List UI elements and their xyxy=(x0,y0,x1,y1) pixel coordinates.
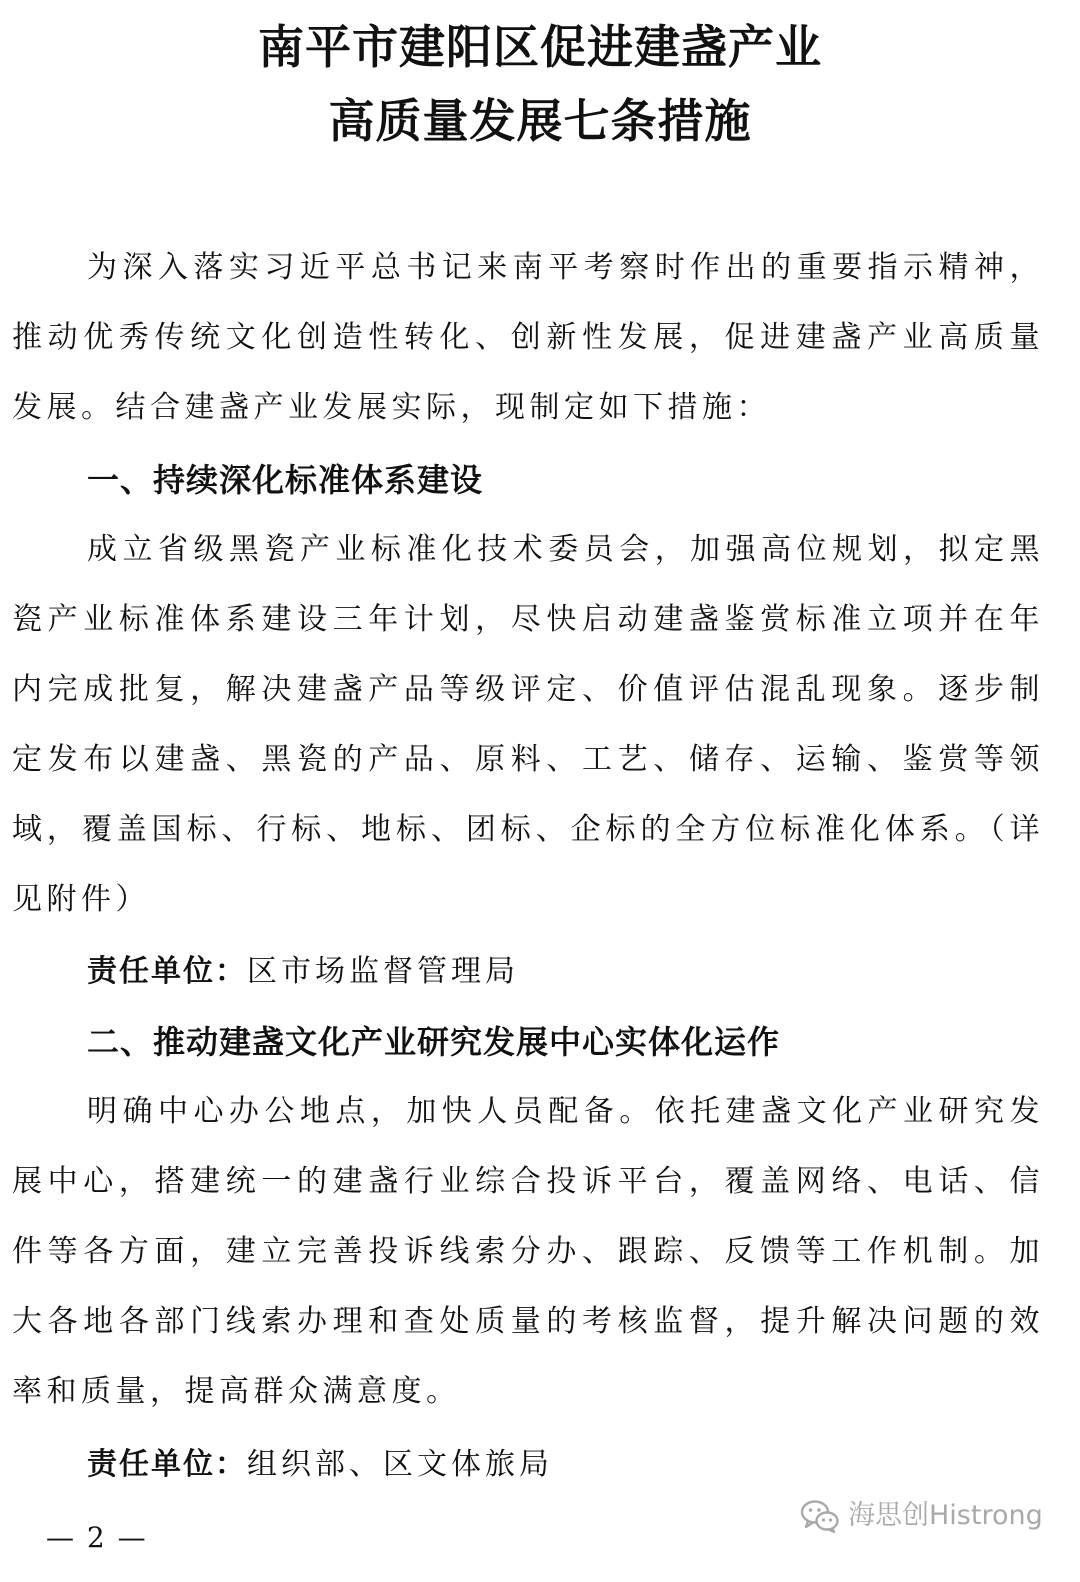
document-title-line2: 高质量发展七条措施 xyxy=(328,94,752,148)
document-title-line1: 南平市建阳区促进建盏产业 xyxy=(258,20,822,74)
wechat-icon xyxy=(800,1499,840,1533)
responsible-unit-label: 责任单位： xyxy=(87,1447,247,1482)
responsible-unit-label: 责任单位： xyxy=(87,954,247,989)
responsible-unit-2 xyxy=(87,1430,553,1500)
intro-paragraph: 为深入落实习近平总书记来南平考察时作出的重要指示精神，推动优秀传统文化创造性转化、创新性发展，促进建盏产业高质量发展。结合建盏产业发展实际，现制定如下措施： xyxy=(12,250,1044,425)
watermark-text: 海思创Histrong xyxy=(848,1500,1043,1531)
responsible-unit-value: 区市场监督管理局 xyxy=(247,954,519,989)
section-heading-2: 二、推动建盏文化产业研究发展中心实体化运作 xyxy=(87,1023,781,1061)
page-number: — 2 — xyxy=(46,1521,148,1554)
watermark xyxy=(800,1496,1043,1536)
responsible-unit-1 xyxy=(87,937,519,1007)
section-heading-1: 一、持续深化标准体系建设 xyxy=(87,461,484,499)
responsible-unit-value: 组织部、区文体旅局 xyxy=(247,1447,553,1482)
section-body-1: 成立省级黑瓷产业标准化技术委员会，加强高位规划，拟定黑瓷产业标准体系建设三年计划，尽快启动建盏鉴赏标准立项并在年内完成批复，解决建盏产品等级评定、价值评估混乱现象。逐步制定发布以建盏、黑瓷的产品、原料、工艺、储存、运输、鉴赏等领域，覆盖国标、行标、地标、团标、企标的全方位标准化体系。（详见附件） xyxy=(12,532,1044,917)
section-body-2: 明确中心办公地点，加快人员配备。依托建盏文化产业研究发展中心，搭建统一的建盏行业综合投诉平台，覆盖网络、电话、信件等各方面，建立完善投诉线索分办、跟踪、反馈等工作机制。加大各地各部门线索办理和查处质量的考核监督，提升解决问题的效率和质量，提高群众满意度。 xyxy=(12,1094,1044,1409)
